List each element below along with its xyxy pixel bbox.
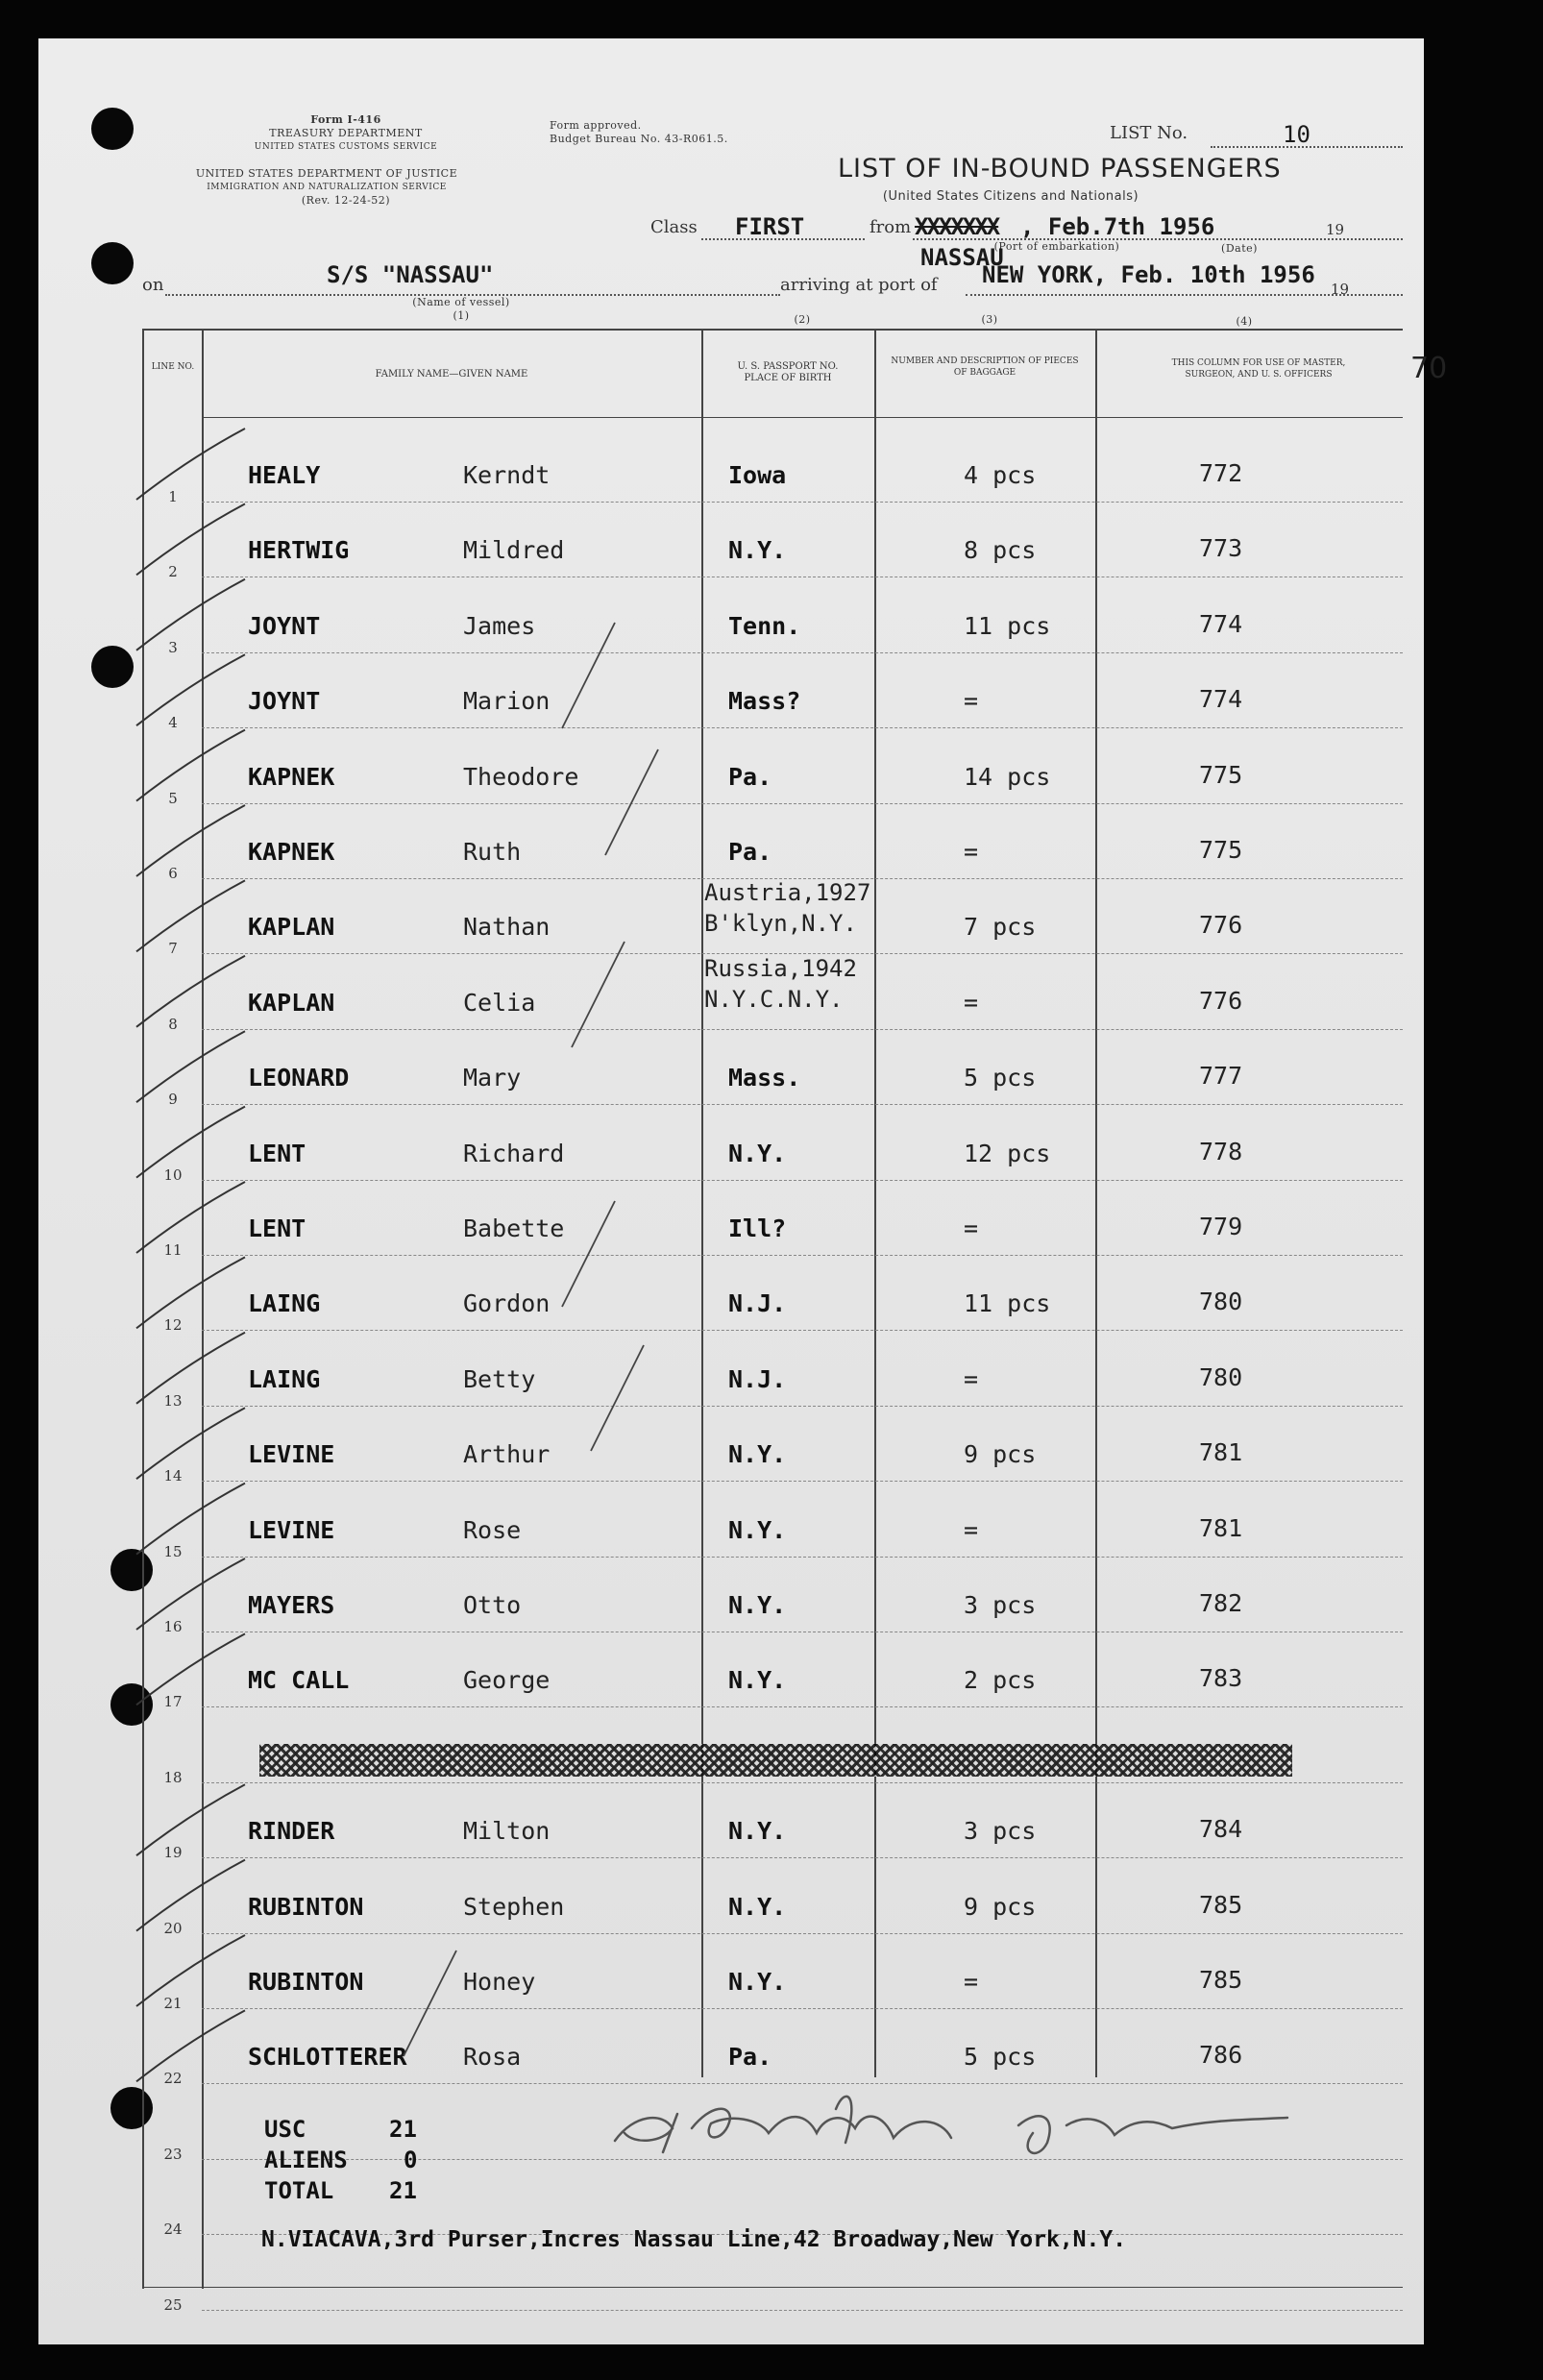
line-number: 4 xyxy=(168,714,178,732)
birth-place-2: B'klyn,N.Y. xyxy=(704,910,857,938)
vessel-caption: (Name of vessel) xyxy=(412,296,510,308)
baggage-count: 5 pcs xyxy=(964,2043,1037,2072)
col-num-1: (1) xyxy=(453,309,470,322)
baggage-count: = xyxy=(964,1364,979,1393)
row-rule xyxy=(202,727,1403,728)
col-num-4: (4) xyxy=(1236,315,1253,328)
given-name: Babette xyxy=(463,1215,565,1242)
given-name: Stephen xyxy=(463,1892,565,1921)
total-label: TOTAL xyxy=(264,2177,334,2204)
punch-hole xyxy=(91,646,134,688)
birth-place: Austria,1927 xyxy=(704,879,871,907)
baggage-count: 11 pcs xyxy=(964,1289,1051,1318)
birth-place: Pa. xyxy=(728,2043,772,2072)
family-name: MAYERS xyxy=(248,1591,335,1619)
row-rule xyxy=(202,1029,1403,1030)
baggage-count: 3 pcs xyxy=(964,1817,1037,1846)
line-number: 11 xyxy=(163,1241,183,1259)
baggage-count: 7 pcs xyxy=(964,913,1037,942)
baggage-count: = xyxy=(964,1515,979,1544)
officer-number: 782 xyxy=(1199,1589,1243,1617)
date-caption: (Date) xyxy=(1221,242,1258,255)
family-name: LAING xyxy=(248,1364,321,1393)
punch-hole xyxy=(110,2087,153,2129)
family-name: LEVINE xyxy=(248,1515,335,1544)
birth-place: N.Y. xyxy=(728,536,787,565)
birth-place: Tenn. xyxy=(728,611,801,640)
on-label: on xyxy=(142,275,164,295)
row-rule xyxy=(202,1406,1403,1407)
baggage-count: = xyxy=(964,1968,979,1996)
row-rule xyxy=(202,1255,1403,1256)
family-name: RINDER xyxy=(248,1817,335,1846)
line-number: 20 xyxy=(163,1919,183,1937)
birth-place: Mass? xyxy=(728,687,801,716)
birth-place: N.J. xyxy=(728,1364,787,1393)
usc-count: 21 xyxy=(389,2116,417,2143)
given-name: Kerndt xyxy=(463,461,551,489)
birth-place: Mass. xyxy=(728,1064,801,1092)
form-number: Form I-416 xyxy=(310,113,381,126)
row-rule xyxy=(202,2159,1403,2160)
officer-number: 775 xyxy=(1199,836,1243,864)
line-number: 1 xyxy=(168,488,178,505)
birth-place: N.Y. xyxy=(728,1515,787,1544)
total-count: 21 xyxy=(389,2177,417,2204)
given-name: Mildred xyxy=(463,536,565,565)
baggage-count: 8 pcs xyxy=(964,536,1037,565)
line-number: 10 xyxy=(163,1165,183,1184)
class-label: Class xyxy=(650,217,698,237)
baggage-count: 3 pcs xyxy=(964,1591,1037,1619)
page-title: LIST OF IN-BOUND PASSENGERS xyxy=(838,154,1282,184)
year-prefix-2: 19 xyxy=(1331,281,1350,298)
family-name: JOYNT xyxy=(248,687,321,716)
grid-line xyxy=(202,329,204,2289)
row-rule xyxy=(202,2083,1403,2084)
officer-number: 772 xyxy=(1199,459,1243,487)
col-baggage: NUMBER AND DESCRIPTION OF PIECES OF BAGGAGE xyxy=(891,356,1079,378)
officer-number: 786 xyxy=(1199,2041,1243,2070)
baggage-count: 12 pcs xyxy=(964,1139,1051,1167)
line-number: 15 xyxy=(163,1542,183,1560)
col-num-2: (2) xyxy=(794,313,811,326)
row-rule xyxy=(202,1180,1403,1181)
birth-place: N.Y. xyxy=(728,1440,787,1469)
officer-number: 778 xyxy=(1199,1137,1243,1165)
given-name: Milton xyxy=(463,1817,551,1846)
class-value: FIRST xyxy=(735,213,805,240)
given-name: Arthur xyxy=(463,1440,551,1469)
given-name: Theodore xyxy=(463,762,579,791)
row-rule xyxy=(202,1933,1403,1934)
line-number: 7 xyxy=(168,940,178,958)
officer-number: 773 xyxy=(1199,534,1243,563)
row-rule xyxy=(202,1857,1403,1858)
baggage-count: 14 pcs xyxy=(964,762,1051,791)
row-rule xyxy=(202,1557,1403,1558)
purser-line: N.VIACAVA,3rd Purser,Incres Nassau Line,42 Broadway,New York,N.Y. xyxy=(261,2227,1127,2252)
given-name: George xyxy=(463,1666,551,1695)
birth-place: Ill? xyxy=(728,1215,787,1242)
col-line-no: LINE NO. xyxy=(151,362,195,372)
row-rule xyxy=(202,1782,1403,1783)
officer-number: 781 xyxy=(1199,1438,1243,1467)
revision: (Rev. 12-24-52) xyxy=(301,194,391,207)
col-officers: THIS COLUMN FOR USE OF MASTER, SURGEON, AND U. S. OFFICERS xyxy=(1171,358,1346,380)
given-name: Gordon xyxy=(463,1289,551,1318)
given-name: Rosa xyxy=(463,2043,522,2072)
baggage-count: 5 pcs xyxy=(964,1064,1037,1092)
col-num-3: (3) xyxy=(981,313,998,326)
officer-number: 776 xyxy=(1199,911,1243,940)
family-name: KAPLAN xyxy=(248,988,335,1017)
baggage-count: = xyxy=(964,1215,979,1242)
officer-number: 777 xyxy=(1199,1062,1243,1091)
baggage-count: = xyxy=(964,988,979,1017)
given-name: Celia xyxy=(463,988,536,1017)
line-number: 16 xyxy=(163,1618,183,1635)
row-rule xyxy=(202,2310,1403,2311)
birth-place: Russia,1942 xyxy=(704,954,857,982)
birth-place: N.J. xyxy=(728,1289,787,1318)
birth-place: N.Y. xyxy=(728,1892,787,1921)
family-name: LEVINE xyxy=(248,1440,335,1469)
list-label: LIST No. xyxy=(1110,123,1188,143)
family-name: KAPNEK xyxy=(248,838,335,866)
birth-place: N.Y. xyxy=(728,1591,787,1619)
family-name: LEONARD xyxy=(248,1064,350,1092)
from-struck: XXXXXXX xyxy=(915,213,999,240)
aliens-label: ALIENS xyxy=(264,2147,348,2173)
grid-line xyxy=(701,329,703,2077)
family-name: SCHLOTTERER xyxy=(248,2043,407,2072)
officer-number: 785 xyxy=(1199,1966,1243,1994)
officer-number: 783 xyxy=(1199,1664,1243,1693)
line-number: 3 xyxy=(168,638,178,656)
from-date: , Feb.7th 1956 xyxy=(1020,213,1215,240)
baggage-count: 9 pcs xyxy=(964,1892,1037,1921)
table-bottom-border xyxy=(142,2287,1403,2288)
punch-hole xyxy=(91,108,134,150)
family-name: HEALY xyxy=(248,461,321,489)
family-name: RUBINTON xyxy=(248,1968,364,1996)
birth-place: N.Y. xyxy=(728,1139,787,1167)
officer-number: 780 xyxy=(1199,1288,1243,1316)
margin-number: 70 xyxy=(1410,352,1448,385)
port-caption: (Port of embarkation) xyxy=(993,240,1120,253)
arrival-port-date: NEW YORK, Feb. 10th 1956 xyxy=(982,261,1315,288)
birth-place: Pa. xyxy=(728,762,772,791)
row-rule xyxy=(202,2008,1403,2009)
row-rule xyxy=(202,803,1403,804)
row-rule xyxy=(202,1706,1403,1707)
given-name: Richard xyxy=(463,1139,565,1167)
col-name: FAMILY NAME—GIVEN NAME xyxy=(375,369,528,380)
family-name: LENT xyxy=(248,1215,306,1242)
list-number: 10 xyxy=(1283,121,1310,148)
line-number: 9 xyxy=(168,1091,178,1109)
given-name: James xyxy=(463,611,536,640)
officer-number: 776 xyxy=(1199,986,1243,1015)
officer-number: 785 xyxy=(1199,1890,1243,1919)
row-rule xyxy=(202,502,1403,503)
officer-number: 781 xyxy=(1199,1513,1243,1542)
birth-place: Iowa xyxy=(728,461,787,489)
usc-label: USC xyxy=(264,2116,306,2143)
family-name: HERTWIG xyxy=(248,536,350,565)
line-number: 21 xyxy=(163,1995,183,2012)
officer-number: 784 xyxy=(1199,1815,1243,1844)
grid-line xyxy=(874,329,876,2077)
line-number: 5 xyxy=(168,789,178,807)
row-rule xyxy=(202,1330,1403,1331)
line-number: 8 xyxy=(168,1015,178,1033)
row-rule xyxy=(202,1104,1403,1105)
family-name: KAPNEK xyxy=(248,762,335,791)
baggage-count: 9 pcs xyxy=(964,1440,1037,1469)
birth-place: N.Y. xyxy=(728,1968,787,1996)
line-number: 22 xyxy=(163,2070,183,2088)
baggage-count: = xyxy=(964,687,979,716)
ins-service: IMMIGRATION AND NATURALIZATION SERVICE xyxy=(207,183,447,192)
nassau-port: NASSAU xyxy=(920,244,1004,271)
given-name: Marion xyxy=(463,687,551,716)
birth-place-2: N.Y.C.N.Y. xyxy=(704,985,844,1013)
line-number: 13 xyxy=(163,1391,183,1410)
given-name: Rose xyxy=(463,1515,522,1544)
birth-place: Pa. xyxy=(728,838,772,866)
line-number: 14 xyxy=(163,1467,183,1485)
budget-bureau: Budget Bureau No. 43-R061.5. xyxy=(550,133,728,145)
arriving-label: arriving at port of xyxy=(780,275,938,295)
punch-hole xyxy=(110,1683,153,1726)
aliens-count: 0 xyxy=(404,2147,418,2173)
family-name: MC CALL xyxy=(248,1666,350,1695)
baggage-count: 4 pcs xyxy=(964,461,1037,489)
officer-number: 774 xyxy=(1199,609,1243,638)
punch-hole xyxy=(91,242,134,284)
grid-line xyxy=(142,329,144,2289)
given-name: Mary xyxy=(463,1064,522,1092)
manifest-sheet xyxy=(38,38,1424,2344)
header-bottom-border xyxy=(202,417,1403,418)
given-name: Otto xyxy=(463,1591,522,1619)
family-name: KAPLAN xyxy=(248,913,335,942)
line-number: 17 xyxy=(163,1693,183,1711)
given-name: Betty xyxy=(463,1364,536,1393)
department-justice: UNITED STATES DEPARTMENT OF JUSTICE xyxy=(195,167,458,180)
service: UNITED STATES CUSTOMS SERVICE xyxy=(254,142,438,152)
baggage-count: 2 pcs xyxy=(964,1666,1037,1695)
family-name: JOYNT xyxy=(248,611,321,640)
given-name: Ruth xyxy=(463,838,522,866)
department: TREASURY DEPARTMENT xyxy=(269,127,423,139)
row-rule xyxy=(202,652,1403,653)
col-passport: U. S. PASSPORT NO. PLACE OF BIRTH xyxy=(737,361,839,383)
given-name: Honey xyxy=(463,1968,536,1996)
line-number: 12 xyxy=(163,1316,183,1335)
baggage-count: 11 pcs xyxy=(964,611,1051,640)
line-number: 23 xyxy=(163,2145,183,2163)
from-label: from xyxy=(869,217,912,237)
officer-number: 774 xyxy=(1199,685,1243,714)
line-number: 25 xyxy=(163,2295,183,2314)
punch-hole xyxy=(110,1549,153,1591)
officer-number: 779 xyxy=(1199,1213,1243,1240)
vessel-name: S/S "NASSAU" xyxy=(327,261,494,288)
year-prefix: 19 xyxy=(1326,221,1345,238)
birth-place: N.Y. xyxy=(728,1666,787,1695)
family-name: LAING xyxy=(248,1289,321,1318)
line-number: 18 xyxy=(163,1768,183,1786)
birth-place: N.Y. xyxy=(728,1817,787,1846)
given-name: Nathan xyxy=(463,913,551,942)
baggage-count: = xyxy=(964,838,979,866)
form-approved: Form approved. xyxy=(550,119,642,132)
family-name: RUBINTON xyxy=(248,1892,364,1921)
line-number: 19 xyxy=(163,1844,183,1862)
officer-number: 775 xyxy=(1199,760,1243,789)
officer-number: 780 xyxy=(1199,1362,1243,1391)
grid-line xyxy=(1095,329,1097,2077)
line-number: 2 xyxy=(168,563,178,581)
row-rule xyxy=(202,1481,1403,1482)
family-name: LENT xyxy=(248,1139,306,1167)
table-top-border xyxy=(142,329,1403,331)
struck-row xyxy=(259,1744,1292,1777)
page-subtitle: (United States Citizens and Nationals) xyxy=(882,189,1139,204)
line-number: 6 xyxy=(168,865,178,882)
line-number: 24 xyxy=(163,2221,183,2239)
